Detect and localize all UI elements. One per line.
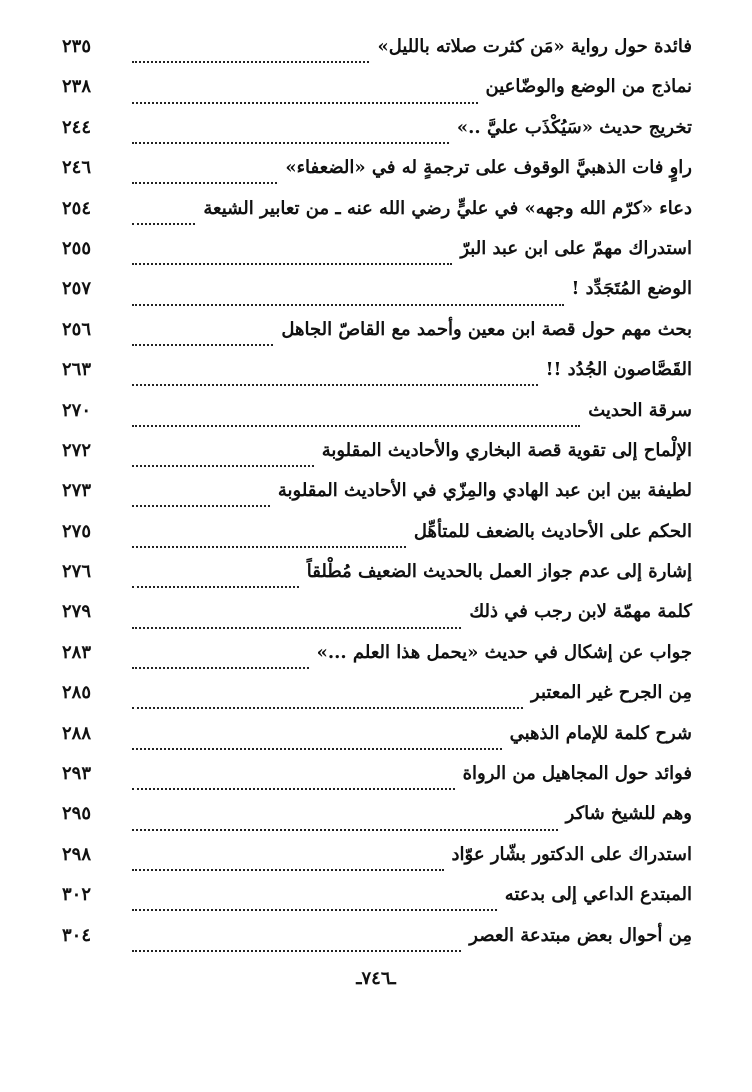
toc-entry xyxy=(62,763,692,803)
toc-entry-page-number: ٢٧٢ xyxy=(62,439,92,461)
toc-entry xyxy=(62,400,692,440)
toc-entry-title: استدراك على الدكتور بشّار عوّاد xyxy=(451,843,692,865)
toc-leader-dots xyxy=(132,748,502,750)
toc-leader-dots xyxy=(132,344,273,346)
toc-entry-page-number: ٣٠٤ xyxy=(62,924,92,946)
toc-entry-title: نماذج من الوضع والوضّاعين xyxy=(485,76,692,98)
toc-entry xyxy=(62,157,692,197)
page-number: ـ٧٤٦ـ xyxy=(356,968,396,989)
toc-entry-page-number: ٢٧٥ xyxy=(62,520,92,542)
toc-entry xyxy=(62,480,692,520)
toc-leader-dots xyxy=(132,707,523,709)
toc-entry-page-number: ٢٤٦ xyxy=(62,157,92,179)
toc-entry xyxy=(62,601,692,641)
toc-entry-title: الإلْماح إلى تقوية قصة البخاري والأحاديث المقلوبة xyxy=(321,439,692,461)
toc-entry-title: تخريج حديث «سَيُكْذَب عليَّ ..» xyxy=(456,116,692,138)
toc-entry-page-number: ٢٧٦ xyxy=(62,561,92,583)
toc-entry-title: سرقة الحديث xyxy=(588,399,692,421)
toc-entry-title: القَصَّاصون الجُدُد !! xyxy=(545,359,692,381)
toc-entry-page-number: ٢٧٣ xyxy=(62,480,92,502)
toc-leader-dots xyxy=(132,586,299,588)
toc-entry-page-number: ٢٨٨ xyxy=(62,722,92,744)
toc-entry xyxy=(62,359,692,399)
toc-entry-page-number: ٢٣٥ xyxy=(62,36,92,57)
toc-entry xyxy=(62,803,692,843)
toc-entry xyxy=(62,682,692,722)
toc-entry xyxy=(62,36,692,76)
toc-entry-page-number: ٢٧٠ xyxy=(62,399,92,421)
toc-entry-title: جواب عن إشكال في حديث «يحمل هذا العلم ...» xyxy=(316,641,692,663)
toc-leader-dots xyxy=(132,546,406,548)
toc-entry-title: إشارة إلى عدم جواز العمل بالحديث الضعيف مُطْلقاً xyxy=(306,561,692,583)
toc-entry xyxy=(62,440,692,480)
toc-entry-page-number: ٢٩٨ xyxy=(62,843,92,865)
toc-entry xyxy=(62,117,692,157)
toc-entry-title: فائدة حول رواية «مَن كثرت صلاته بالليل» xyxy=(377,36,692,57)
toc-leader-dots xyxy=(132,950,461,952)
toc-entry-title: الوضع المُتَجَدِّد ! xyxy=(571,278,692,300)
toc-entry-title: لطيفة بين ابن عبد الهادي والمِزّي في الأحاديث المقلوبة xyxy=(277,480,692,502)
toc-leader-dots xyxy=(132,61,369,63)
toc-entry xyxy=(62,521,692,561)
toc-entry-page-number: ٢٨٣ xyxy=(62,641,92,663)
toc-entry-title: راوٍ فات الذهبيَّ الوقوف على ترجمةٍ له في «الضعفاء» xyxy=(285,157,692,179)
toc-leader-dots xyxy=(132,182,277,184)
toc-entry-page-number: ٢٥٥ xyxy=(62,237,92,259)
toc-entry xyxy=(62,76,692,116)
toc-entry xyxy=(62,198,692,238)
toc-entry-page-number: ٢٥٤ xyxy=(62,197,92,219)
toc-entry-title: فوائد حول المجاهيل من الرواة xyxy=(462,763,692,785)
toc-leader-dots xyxy=(132,465,314,467)
toc-leader-dots xyxy=(132,425,580,427)
toc-entry-page-number: ٢٨٥ xyxy=(62,682,92,704)
toc-entry-page-number: ٢٣٨ xyxy=(62,76,92,98)
toc-entry-page-number: ٢٥٦ xyxy=(62,318,92,340)
toc-leader-dots xyxy=(132,667,309,669)
toc-entry-page-number: ٢٧٩ xyxy=(62,601,92,623)
toc-entry-title: الحكم على الأحاديث بالضعف للمتأهِّل xyxy=(413,520,692,542)
toc-entry xyxy=(62,884,692,924)
toc-entry xyxy=(62,642,692,682)
toc-leader-dots xyxy=(132,505,270,507)
toc-entry-title: دعاء «كرّم الله وجهه» في عليٍّ رضي الله عنه ـ من تعابير الشيعة xyxy=(203,197,692,219)
toc-leader-dots xyxy=(132,627,461,629)
toc-leader-dots xyxy=(132,829,558,831)
toc-leader-dots xyxy=(132,909,497,911)
toc-leader-dots xyxy=(132,384,538,386)
toc-entry-title: بحث مهم حول قصة ابن معين وأحمد مع القاصّ الجاهل xyxy=(281,318,692,340)
toc-entry xyxy=(62,925,692,965)
toc-entry-page-number: ٢٤٤ xyxy=(62,116,92,138)
toc-entry-page-number: ٢٩٥ xyxy=(62,803,92,825)
toc-entry-title: المبتدع الداعي إلى بدعته xyxy=(504,884,692,906)
toc-leader-dots xyxy=(132,788,455,790)
toc-leader-dots xyxy=(132,223,195,225)
toc-entry-title: وهم للشيخ شاكر xyxy=(565,803,692,825)
toc-entry xyxy=(62,278,692,318)
toc-entry xyxy=(62,723,692,763)
toc-entry xyxy=(62,319,692,359)
toc-entry-page-number: ٢٥٧ xyxy=(62,278,92,300)
toc-entry-page-number: ٢٩٣ xyxy=(62,763,92,785)
table-of-contents xyxy=(62,36,692,965)
toc-entry-title: استدراك مهمّ على ابن عبد البرّ xyxy=(460,237,692,259)
toc-leader-dots xyxy=(132,142,449,144)
toc-leader-dots xyxy=(132,263,452,265)
toc-entry-page-number: ٣٠٢ xyxy=(62,884,92,906)
toc-leader-dots xyxy=(132,869,444,871)
toc-leader-dots xyxy=(132,102,478,104)
toc-entry-title: كلمة مهمّة لابن رجب في ذلك xyxy=(469,601,692,623)
toc-entry-title: مِن أحوال بعض مبتدعة العصر xyxy=(469,924,692,946)
toc-entry-page-number: ٢٦٣ xyxy=(62,359,92,381)
toc-entry xyxy=(62,238,692,278)
toc-entry xyxy=(62,844,692,884)
toc-leader-dots xyxy=(132,304,564,306)
toc-entry-title: مِن الجرح غير المعتبر xyxy=(531,682,692,704)
toc-entry-title: شرح كلمة للإمام الذهبي xyxy=(509,722,692,744)
toc-entry xyxy=(62,561,692,601)
